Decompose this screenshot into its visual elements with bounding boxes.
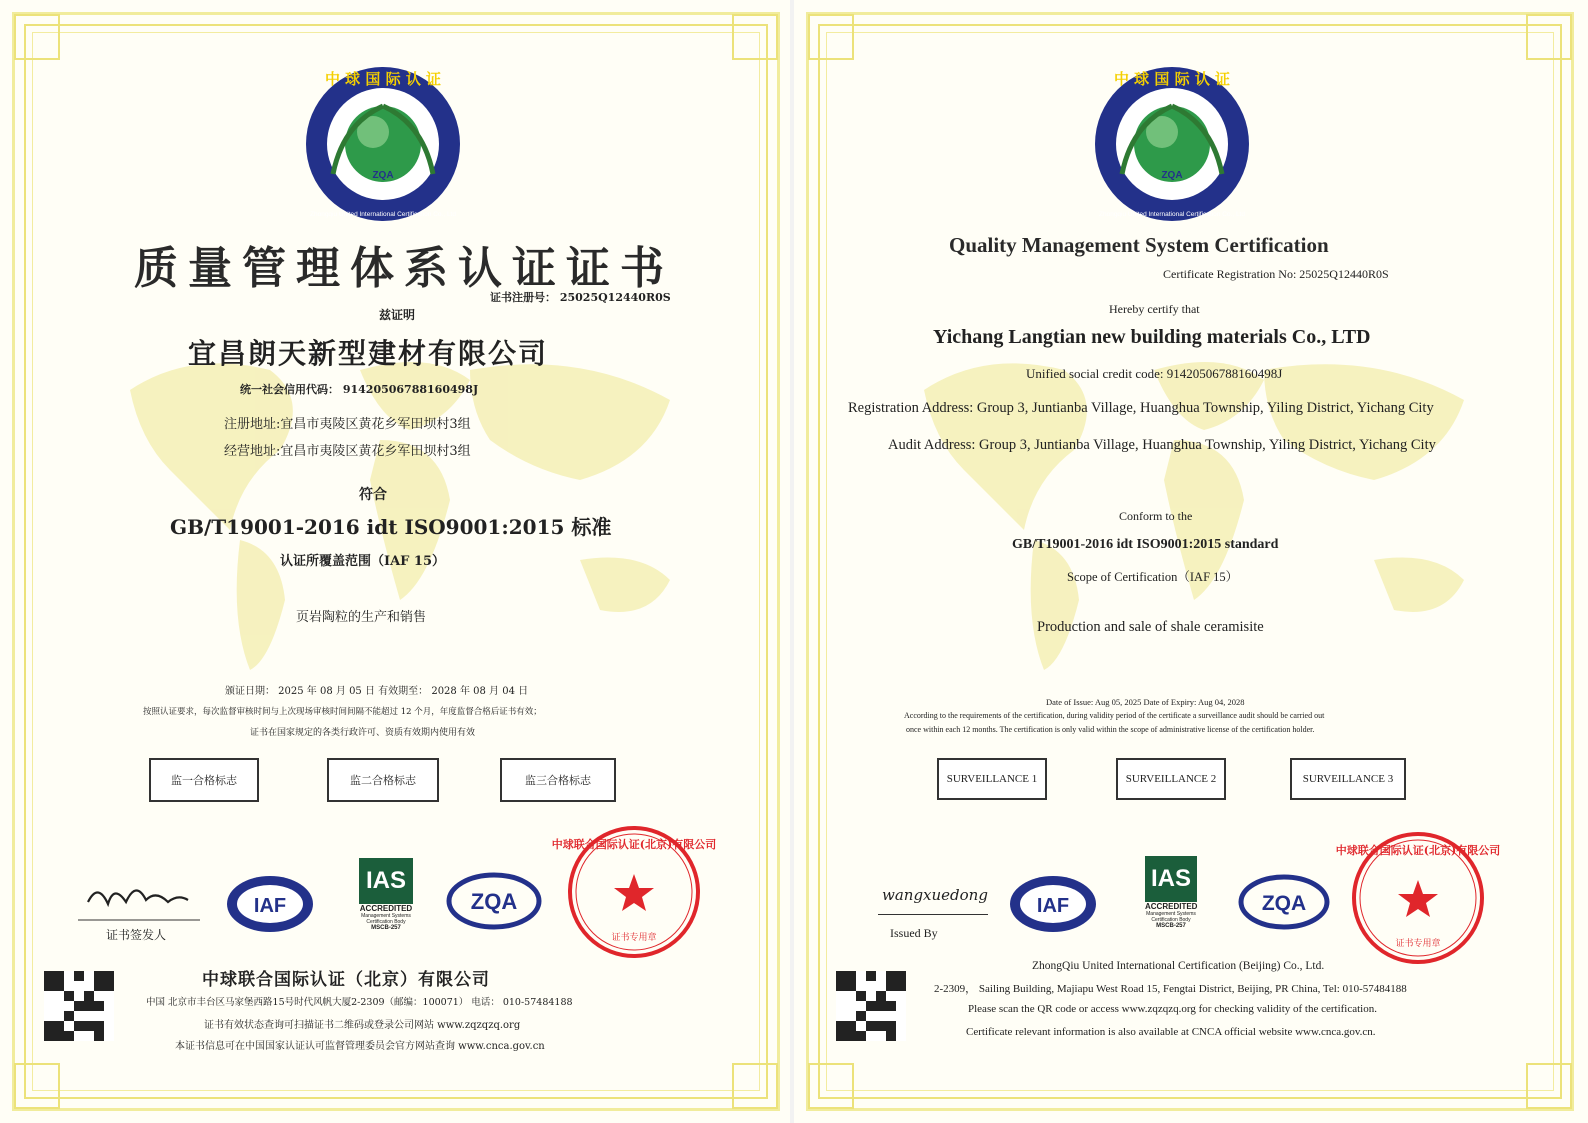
iaf-badge xyxy=(1008,874,1098,934)
red-seal-stamp xyxy=(551,824,717,960)
ias-small: Management Systems Certification Body xyxy=(1146,911,1196,923)
qr-code xyxy=(44,970,114,1042)
signature xyxy=(78,872,203,924)
signer-label: Issued By xyxy=(890,926,938,940)
zqa-logo xyxy=(1092,64,1252,224)
surveillance-box-3 xyxy=(500,758,616,802)
issuer-address: 中国 北京市丰台区马家堡西路15号时代风帆大厦2-2309（邮编：100071） 电话： 010-57484188 xyxy=(146,997,573,1008)
dates: 颁证日期： 2025 年 08 月 05 日 有效期至： 2028 年 08 月 04 日 xyxy=(225,686,529,697)
surveillance-box-1 xyxy=(937,758,1047,800)
audit-address: 经营地址:宜昌市夷陵区黄花乡军田坝村3组 xyxy=(224,444,471,459)
svg-text:Zhongqiu United International: Zhongqiu United International Certification Co., Ltd xyxy=(1099,211,1245,218)
credit-code: 统一社会信用代码： 91420506788160498J xyxy=(240,383,479,396)
surveillance-label: SURVEILLANCE 1 xyxy=(946,773,1038,785)
corner-ornament xyxy=(732,14,778,60)
svg-text:证书专用章: 证书专用章 xyxy=(1395,939,1441,949)
company-name: Yichang Langtian new building materials Co., LTD xyxy=(933,326,1371,348)
iaf-badge xyxy=(225,874,315,934)
registration-address: Registration Address: Group 3, Juntianba Village, Huanghua Township, Yiling District, Yichang City xyxy=(848,400,1434,416)
svg-text:ZQA: ZQA xyxy=(372,170,394,181)
ias-badge xyxy=(359,858,413,931)
svg-text:中球联合国际认证(北京)有限公司: 中球联合国际认证(北京)有限公司 xyxy=(551,838,717,851)
scope-label: Scope of Certification（IAF 15） xyxy=(1067,570,1239,584)
ias-code: MSCB-257 xyxy=(1156,923,1186,929)
registration-number: Certificate Registration No: 25025Q12440R0S xyxy=(1163,267,1389,281)
ias-code: MSCB-257 xyxy=(371,925,401,931)
registration-number: 证书注册号： 25025Q12440R0S xyxy=(490,291,671,304)
certificate-english xyxy=(794,0,1588,1123)
corner-ornament xyxy=(732,1063,778,1109)
surveillance-box-3 xyxy=(1290,758,1406,800)
zqa-badge xyxy=(446,872,542,930)
surveillance-label: SURVEILLANCE 3 xyxy=(1302,773,1394,785)
signer-label: 证书签发人 xyxy=(106,928,167,942)
scope-label: 认证所覆盖范围（IAF 15） xyxy=(280,554,446,569)
footer-validity: 证书有效状态查询可扫描证书二维码或登录公司网站 www.zqzqzq.org xyxy=(204,1020,521,1031)
svg-text:ZQA: ZQA xyxy=(1261,892,1307,915)
qr-code xyxy=(836,970,906,1042)
corner-ornament xyxy=(808,1063,854,1109)
ias-badge xyxy=(1145,856,1197,929)
ias-accredited: ACCREDITED xyxy=(359,904,413,913)
zqa-logo xyxy=(303,64,463,224)
signature-line xyxy=(878,914,988,915)
ias-label: IAS xyxy=(359,858,413,904)
svg-text:中 球 国 际 认 证: 中 球 国 际 认 证 xyxy=(324,70,442,88)
validity-note: According to the requirements of the certification, during validity period of the certificate a surveillance audit should be carried out xyxy=(904,711,1325,720)
footer-validity: Please scan the QR code or access www.zqzqzq.org for checking validity of the certification. xyxy=(968,1003,1377,1015)
credit-code: Unified social credit code: 91420506788160498J xyxy=(1026,366,1283,381)
scope-text: 页岩陶粒的生产和销售 xyxy=(296,610,427,625)
corner-ornament xyxy=(14,1063,60,1109)
ias-label: IAS xyxy=(1145,856,1197,902)
conform-label: 符合 xyxy=(359,487,387,503)
surveillance-box-2 xyxy=(1116,758,1226,800)
world-map-watermark xyxy=(904,330,1484,690)
validity-note-2: 证书在国家规定的各类行政许可、资质有效期内使用有效 xyxy=(250,728,476,738)
signature: wangxuedong xyxy=(882,886,988,904)
hereby-text: 兹证明 xyxy=(378,308,415,322)
validity-note-2: once within each 12 months. The certification is only valid within the scope of administrative license of the certification holder. xyxy=(906,725,1315,734)
dates: Date of Issue: Aug 05, 2025 Date of Expiry: Aug 04, 2028 xyxy=(1046,697,1245,707)
svg-text:中 球 国 际 认 证: 中 球 国 际 认 证 xyxy=(1113,70,1231,88)
audit-address: Audit Address: Group 3, Juntianba Village, Huanghua Township, Yiling District, Yichang City xyxy=(888,437,1436,453)
issuer-name: ZhongQiu United International Certification (Beijing) Co., Ltd. xyxy=(1032,960,1325,972)
surveillance-label: 监二合格标志 xyxy=(350,774,416,787)
svg-text:Zhongqiu United International: Zhongqiu United International Certification Co., Ltd xyxy=(310,211,456,218)
issuer-name: 中球联合国际认证（北京）有限公司 xyxy=(202,970,490,990)
surveillance-box-2 xyxy=(327,758,439,802)
company-name: 宜昌朗天新型建材有限公司 xyxy=(188,337,549,370)
registration-address: 注册地址:宜昌市夷陵区黄花乡军田坝村3组 xyxy=(224,417,471,432)
surveillance-label: 监一合格标志 xyxy=(171,774,237,787)
conform-label: Conform to the xyxy=(1119,509,1193,523)
red-seal-stamp xyxy=(1335,830,1501,966)
ias-accredited: ACCREDITED xyxy=(1145,902,1198,911)
surveillance-label: 监三合格标志 xyxy=(525,774,591,787)
surveillance-label: SURVEILLANCE 2 xyxy=(1125,773,1217,785)
standard: GB/T19001-2016 idt ISO9001:2015 standard xyxy=(1012,537,1279,552)
corner-ornament xyxy=(1526,14,1572,60)
footer-cnca: Certificate relevant information is also available at CNCA official website www.cnca.gov.cn. xyxy=(966,1026,1376,1038)
svg-text:ZQA: ZQA xyxy=(1161,170,1183,181)
svg-text:IAF: IAF xyxy=(1036,895,1070,917)
hereby-text: Hereby certify that xyxy=(1109,302,1200,316)
surveillance-box-1 xyxy=(149,758,259,802)
corner-ornament xyxy=(14,14,60,60)
scope-text: Production and sale of shale ceramisite xyxy=(1037,619,1264,635)
svg-text:中球联合国际认证(北京)有限公司: 中球联合国际认证(北京)有限公司 xyxy=(1335,844,1501,857)
corner-ornament xyxy=(808,14,854,60)
certificate-title: Quality Management System Certification xyxy=(949,233,1329,257)
ias-small: Management Systems Certification Body xyxy=(361,913,411,925)
certificate-title: 质量管理体系认证证书 xyxy=(134,243,674,294)
svg-text:证书专用章: 证书专用章 xyxy=(611,933,657,943)
validity-note: 按照认证要求，每次监督审核时间与上次现场审核时间间隔不能超过 12 个月，年度监督合格后证书有效； xyxy=(143,707,542,717)
zqa-badge xyxy=(1238,874,1330,930)
issuer-address: 2-2309， Sailing Building, Majiapu West Road 15, Fengtai District, Beijing, PR China, Tel: 010-57484188 xyxy=(934,983,1407,995)
svg-text:ZQA: ZQA xyxy=(470,889,518,914)
corner-ornament xyxy=(1526,1063,1572,1109)
standard: GB/T19001-2016 idt ISO9001:2015 标准 xyxy=(170,515,612,539)
svg-text:IAF: IAF xyxy=(253,895,287,917)
footer-cnca: 本证书信息可在中国国家认证认可监督管理委员会官方网站查询 www.cnca.gov.cn xyxy=(175,1041,545,1052)
